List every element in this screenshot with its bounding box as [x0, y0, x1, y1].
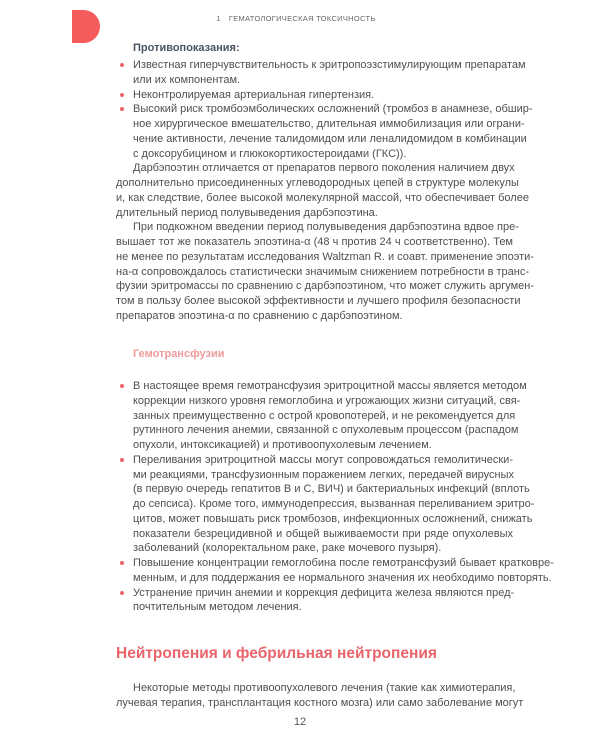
contraindication-item-line: Известная гиперчувствительность к эритропоэзстимулирующим препаратам	[133, 59, 526, 71]
body-paragraph-line: длительный период полувыведения дарбэпоэтина.	[116, 206, 378, 219]
body-paragraph-line: вышает тот же показатель эпоэтина-α (48 ч против 24 ч соответственно). Тем	[116, 236, 513, 248]
body-paragraph-line: на-α сопровождалось статистически значимым снижением потребности в транс-	[116, 265, 530, 278]
neutropenia-paragraph-line: лучевая терапия, трансплантация костного мозга) или само заболевание могут	[116, 696, 524, 709]
transfusion-item-line: цитов, может повышать риск тромбозов, инфекционных осложнений, снижать	[133, 512, 533, 525]
transfusion-subheading: Гемотрансфузии	[133, 348, 225, 360]
bullet-icon	[120, 458, 124, 462]
transfusion-item-line: Устранение причин анемии и коррекция дефицита железа являются пред-	[133, 586, 515, 599]
bullet-icon	[120, 63, 124, 67]
body-paragraph-line: и, как следствие, более высокой молекулярной массой, что обеспечивает более	[116, 191, 529, 204]
contraindication-item-line: или их компонентам.	[133, 73, 241, 86]
chapter-title: ГЕМАТОЛОГИЧЕСКАЯ ТОКСИЧНОСТЬ	[228, 14, 376, 23]
bullet-icon	[120, 93, 124, 97]
body-paragraph-line: том в пользу более высокой эффективности и лучшего профиля безопасности	[116, 295, 521, 307]
transfusion-item-line: заболеваний (колоректальном раке, раке мочевого пузыря).	[133, 542, 442, 555]
contraindication-item-line: ное хирургическое вмешательство, длительная иммобилизация или ограни-	[133, 118, 525, 130]
bullet-icon	[120, 591, 124, 595]
transfusion-item-line: ми реакциями, трансфузионным поражением легких, передачей вирусных	[133, 468, 515, 481]
transfusion-item-line: показатели безрецидивной и общей выживаемости при ряде опухолевых	[133, 527, 513, 540]
body-paragraph-line: не менее по результатам исследования Waltzman R. и соавт. применение эпоэти-	[116, 250, 534, 263]
contraindication-item-line: с доксорубицином и глюкокортикостероидами (ГКС)).	[133, 147, 407, 160]
transfusion-item-line: (в первую очередь гепатитов В и С, ВИЧ) и бактериальных инфекций (вплоть	[133, 483, 530, 496]
transfusion-item-line: занных преимущественно с острой кровопотерей, и не рекомендуется для	[133, 409, 516, 422]
page-number: 12	[293, 716, 307, 728]
contraindication-item-line: чение активности, лечение талидомидом или леналидомидом в комбинации	[133, 132, 527, 145]
body-paragraph-line: дополнительно присоединенных углеводородных цепей в структуре молекулы	[116, 177, 519, 189]
neutropenia-paragraph-line: Некоторые методы противоопухолевого лечения (такие как химиотерапия,	[133, 682, 516, 694]
transfusion-item-line: почтительным методом лечения.	[133, 601, 302, 614]
body-paragraph-line: фузии эритромассы по сравнению с дарбэпоэтином, что может служить аргумен-	[116, 280, 535, 293]
transfusion-item-line: коррекции низкого уровня гемоглобина и угрожающих жизни ситуаций, свя-	[133, 394, 521, 407]
bullet-icon	[120, 107, 124, 111]
transfusion-item-line: до сепсиса). Кроме того, иммунодепрессия, вызванная переливанием эритро-	[133, 498, 535, 510]
contraindication-item-line: Неконтролируемая артериальная гипертензия.	[133, 88, 375, 101]
transfusion-item-line: рутинного лечения анемии, связанной с опухолевым процессом (распадом	[133, 424, 519, 437]
transfusion-item-line: Повышение концентрации гемоглобина после гемотрансфузий бывает кратковре-	[133, 557, 554, 569]
body-paragraph-line: препаратов эпоэтина-α по сравнению с дарбэпоэтином.	[116, 309, 403, 322]
transfusion-item-line: В настоящее время гемотрансфузия эритроцитной массы является методом	[133, 380, 527, 392]
chapter-number: 1	[216, 14, 221, 23]
transfusion-item-line: менным, и для поддержания ее нормального значения их необходимо повторять.	[133, 571, 552, 584]
running-header	[0, 14, 600, 23]
contraindication-item-line: Высокий риск тромбоэмболических осложнений (тромбоз в анамнезе, обшир-	[133, 103, 533, 116]
transfusion-item-line: опухоли, интоксикацией) и противоопухолевым лечением.	[133, 439, 432, 451]
body-paragraph-line: Дарбэпоэтин отличается от препаратов первого поколения наличием двух	[133, 162, 515, 175]
transfusion-item-line: Переливания эритроцитной массы могут сопровождаться гемолитически-	[133, 453, 513, 466]
section-heading-neutropenia: Нейтропения и фебрильная нейтропения	[116, 645, 437, 662]
contraindications-title: Противопоказания:	[133, 42, 240, 54]
bullet-icon	[120, 384, 124, 388]
bullet-icon	[120, 561, 124, 565]
body-paragraph-line: При подкожном введении период полувыведения дарбэпоэтина вдвое пре-	[133, 221, 519, 234]
